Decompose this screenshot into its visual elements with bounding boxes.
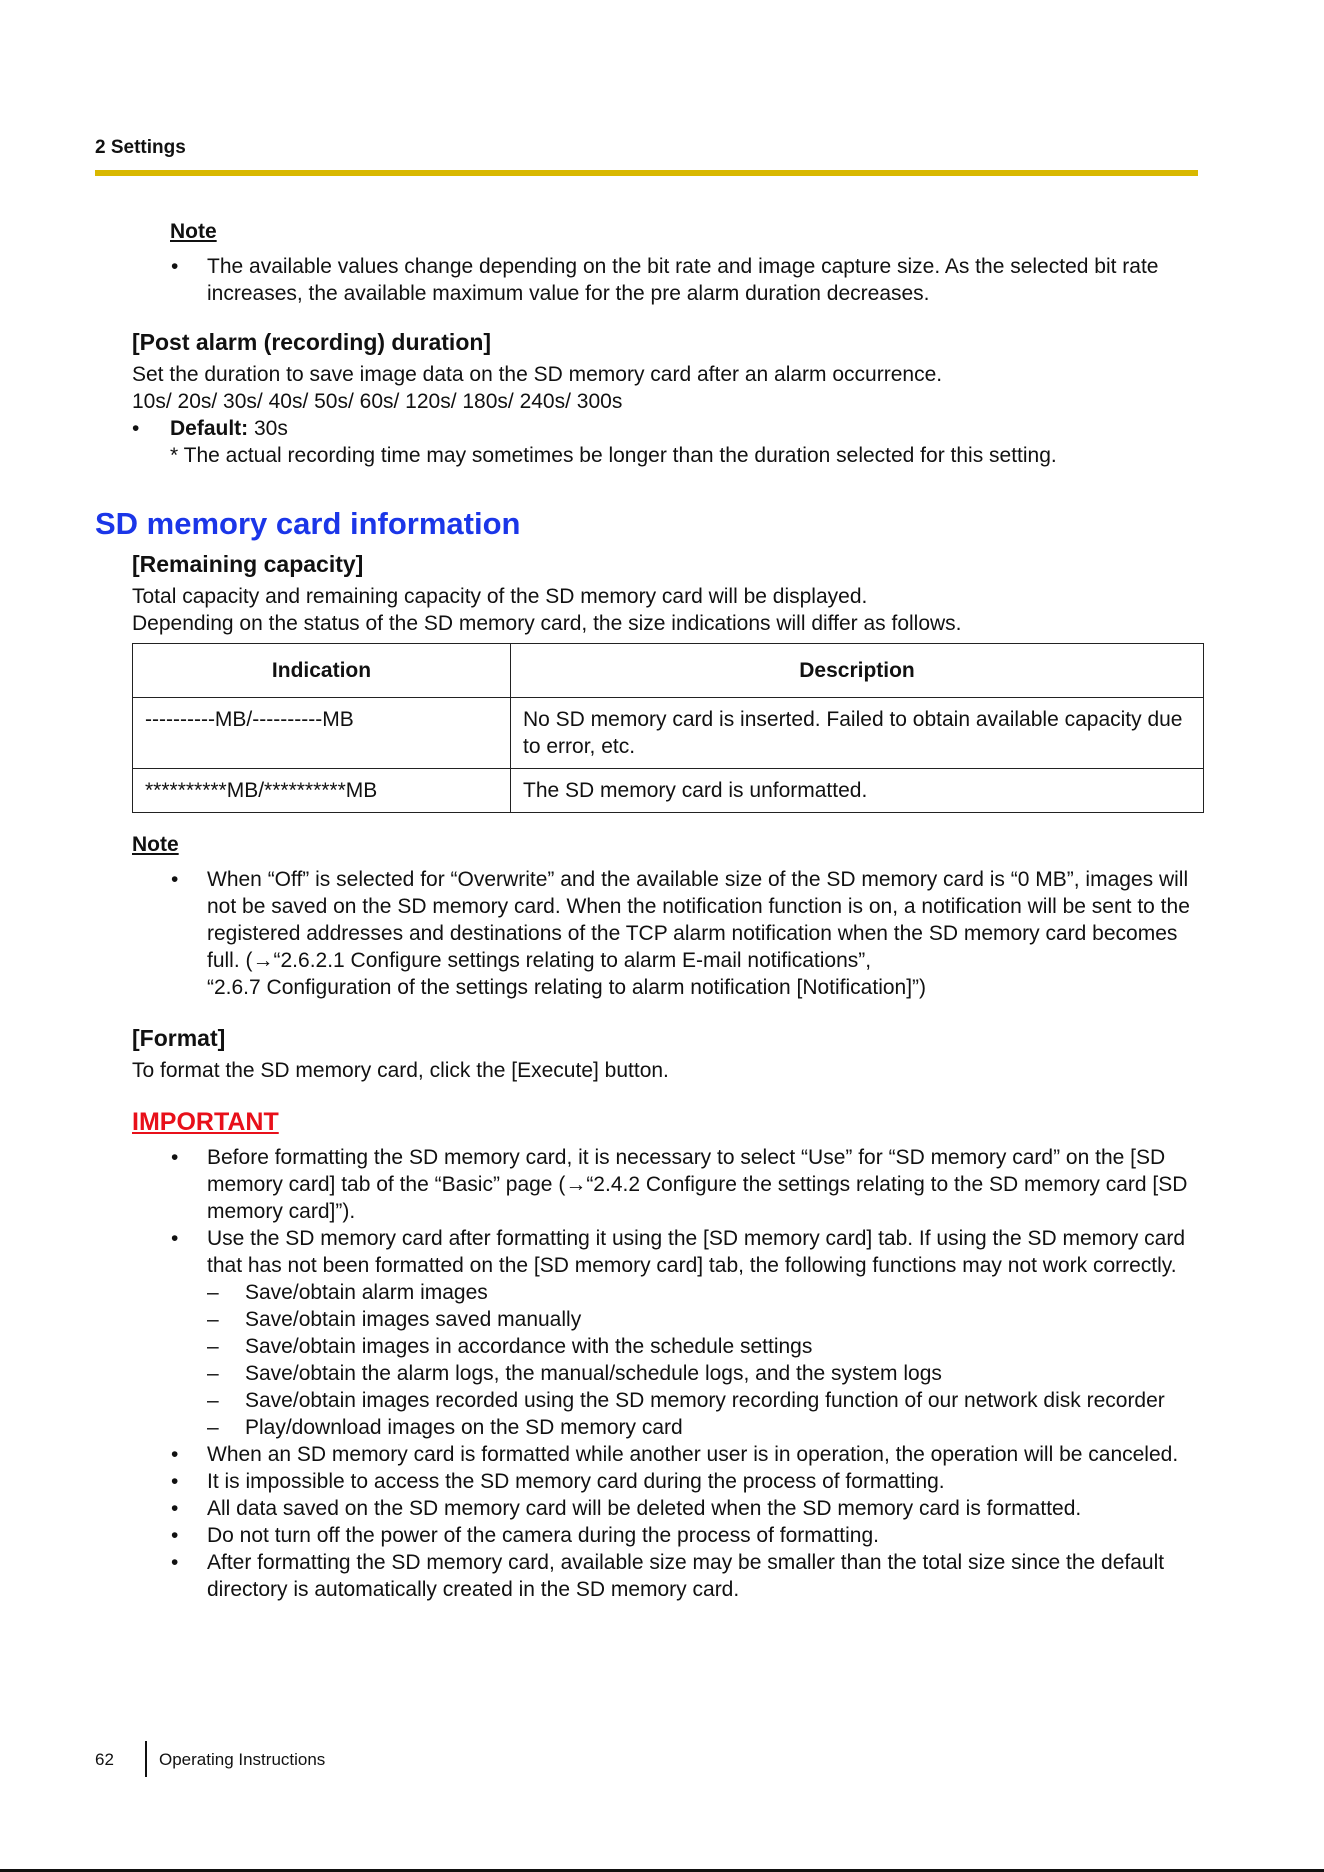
important-item: • It is impossible to access the SD memory card during the process of formatting. [132, 1468, 1198, 1495]
function-item: – Play/download images on the SD memory card [207, 1414, 1198, 1441]
note-block [95, 218, 1198, 245]
page-footer [95, 1742, 325, 1776]
page-number: 62 [95, 1749, 114, 1769]
post-alarm-section [95, 327, 1198, 469]
important-item-text: Use the SD memory card after formatting it using the [SD memory card] tab. If using the SD memory card that has not been formatted on the [SD memory card] tab, the following functions may not work correctly. [207, 1227, 1186, 1277]
default-value: 30s [248, 417, 288, 440]
remaining-desc-1: Total capacity and remaining capacity of the SD memory card will be displayed. [132, 585, 868, 608]
important-item: • All data saved on the SD memory card will be deleted when the SD memory card is formatted. [132, 1495, 1198, 1522]
table-header-row [133, 644, 1204, 698]
function-item: – Save/obtain images saved manually [207, 1306, 1198, 1333]
note-item: • The available values change depending on the bit rate and image capture size. As the selected bit rate increases, the available maximum value for the pre alarm duration decreases. [132, 253, 1198, 307]
section-header: 2 Settings [95, 137, 186, 158]
page-content [95, 218, 1198, 1603]
important-title: IMPORTANT [132, 1108, 279, 1136]
important-item [132, 1225, 1198, 1441]
note-list [95, 253, 1198, 307]
important-item: • Do not turn off the power of the camera during the process of formatting. [132, 1522, 1198, 1549]
important-item: • When an SD memory card is formatted while another user is in operation, the operation will be canceled. [132, 1441, 1198, 1468]
description-cell: The SD memory card is unformatted. [511, 769, 1204, 813]
function-item: – Save/obtain images recorded using the SD memory recording function of our network disk recorder [207, 1387, 1198, 1414]
footer-title: Operating Instructions [159, 1749, 326, 1769]
header-description: Description [511, 644, 1204, 698]
note-text-1: When “Off” is selected for “Overwrite” and the available size of the SD memory card is “0 MB”, images will not be saved on the SD memory card. When the notification function is on, a notification will be sent to the registered addresses and destinations of the TCP alarm notification when the SD memory card becomes full. (→“2.6.2.1 Configure settings relating to alarm E-mail notifications”, [207, 868, 1190, 972]
description-cell: No SD memory card is inserted. Failed to obtain available capacity due to error, etc. [511, 698, 1204, 769]
table-row [133, 698, 1204, 769]
note-title: Note [170, 220, 217, 243]
header-rule [95, 170, 1198, 176]
note-list [132, 866, 1198, 1001]
indication-cell: ----------MB/----------MB [133, 698, 511, 769]
function-list [207, 1279, 1198, 1441]
default-label: Default: [170, 417, 249, 440]
important-item: • Before formatting the SD memory card, it is necessary to select “Use” for “SD memory card” on the [SD memory card] tab of the “Basic” page (→“2.4.2 Configure the settings relating to the SD memory card [SD memory card]”). [132, 1144, 1198, 1225]
post-alarm-default [132, 415, 1198, 442]
format-heading: [Format] [132, 1025, 226, 1051]
remaining-heading: [Remaining capacity] [132, 551, 364, 577]
important-item: • After formatting the SD memory card, available size may be smaller than the total size since the default directory is automatically created in the SD memory card. [132, 1549, 1198, 1603]
sd-info-title: SD memory card information [95, 506, 521, 541]
footer-divider [145, 1741, 147, 1777]
indication-table [132, 643, 1204, 813]
table-row [133, 769, 1204, 813]
function-item: – Save/obtain alarm images [207, 1279, 1198, 1306]
remaining-desc-2: Depending on the status of the SD memory card, the size indications will differ as follows. [132, 612, 962, 635]
format-desc: To format the SD memory card, click the [Execute] button. [132, 1059, 669, 1082]
remaining-capacity-section [95, 549, 1198, 1603]
important-list [132, 1144, 1198, 1603]
header-indication: Indication [133, 644, 511, 698]
note-title: Note [132, 833, 179, 856]
indication-cell: **********MB/**********MB [133, 769, 511, 813]
function-item: – Save/obtain the alarm logs, the manual/schedule logs, and the system logs [207, 1360, 1198, 1387]
post-alarm-values: 10s/ 20s/ 30s/ 40s/ 50s/ 60s/ 120s/ 180s/ 240s/ 300s [132, 390, 623, 413]
post-alarm-desc: Set the duration to save image data on the SD memory card after an alarm occurrence. [132, 363, 943, 386]
note-text-2: “2.6.7 Configuration of the settings relating to alarm notification [Notification]”) [207, 976, 927, 999]
function-item: – Save/obtain images in accordance with the schedule settings [207, 1333, 1198, 1360]
post-alarm-heading: [Post alarm (recording) duration] [132, 329, 492, 355]
note-item [132, 866, 1198, 1001]
post-alarm-footnote: * The actual recording time may sometimes be longer than the duration selected for this setting. [170, 444, 1057, 467]
